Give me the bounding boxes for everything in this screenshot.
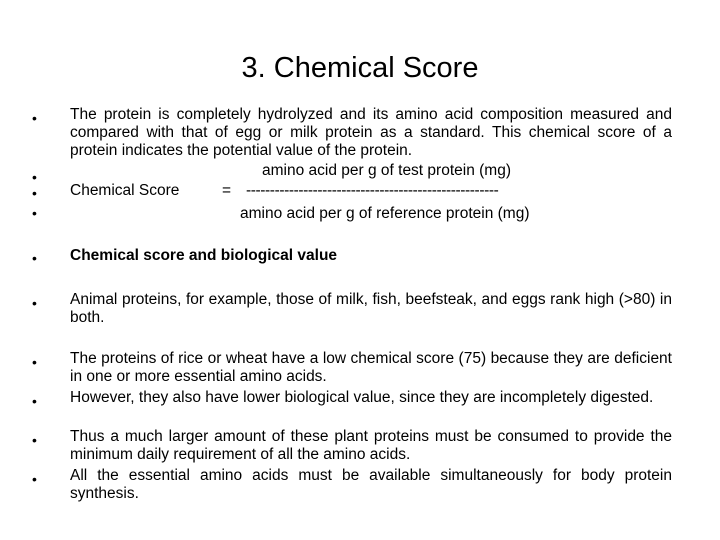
bullet-6: • — [32, 295, 37, 311]
formula-divider: ----------------------------------------------------- — [246, 182, 499, 199]
plant-proteins-text-4: All the essential amino acids must be available simultaneously for body protein synthesis. — [70, 467, 672, 502]
bullet-4: • — [32, 205, 37, 221]
animal-proteins-text: Animal proteins, for example, those of milk, fish, beefsteak, and eggs rank high (>80) in both. — [70, 291, 672, 326]
slide-title: 3. Chemical Score — [241, 52, 479, 84]
bullet-3: • — [32, 185, 37, 201]
formula-numerator: amino acid per g of test protein (mg) — [262, 162, 511, 179]
intro-paragraph: The protein is completely hydrolyzed and its amino acid composition measured and compared with that of egg or milk protein as a standard. This chemical score of a protein indicates the potential value of the protein. — [70, 106, 672, 159]
bullet-1: • — [32, 110, 37, 126]
formula-equals: = — [222, 182, 232, 199]
bullet-7: • — [32, 354, 37, 370]
bullet-8: • — [32, 393, 37, 409]
bullet-9: • — [32, 432, 37, 448]
plant-proteins-text-1: The proteins of rice or wheat have a low chemical score (75) because they are deficient in one or more essential amino acids. — [70, 350, 672, 385]
bullet-10: • — [32, 471, 37, 487]
plant-proteins-text-2: However, they also have lower biological value, since they are incompletely digested. — [70, 389, 654, 406]
bullet-5: • — [32, 250, 37, 266]
chemical-score-formula — [70, 162, 690, 226]
bullet-2: • — [32, 169, 37, 185]
formula-label: Chemical Score — [70, 182, 180, 199]
plant-proteins-text-3: Thus a much larger amount of these plant proteins must be consumed to provide the minimum daily requirement of all the amino acids. — [70, 428, 672, 463]
subheading: Chemical score and biological value — [70, 247, 338, 264]
formula-denominator: amino acid per g of reference protein (mg) — [240, 205, 530, 222]
